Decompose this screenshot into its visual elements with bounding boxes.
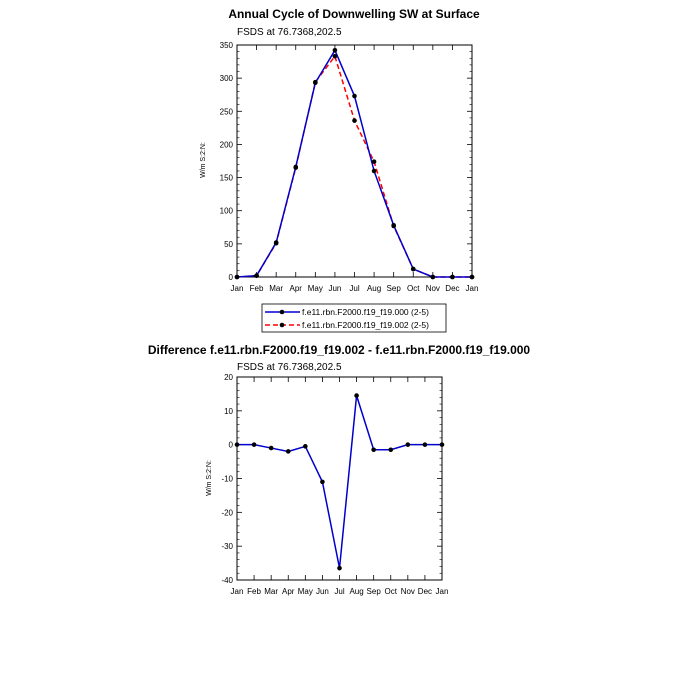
chart1-xtick-label: Jul xyxy=(349,284,360,293)
chart2-xtick-label: Oct xyxy=(384,587,397,596)
chart1-frame xyxy=(237,45,472,277)
chart1-series-1-point xyxy=(254,273,259,278)
chart2-series-1-point xyxy=(337,566,342,571)
chart2-xtick-label: Aug xyxy=(349,587,364,596)
chart1-ytick-label: 250 xyxy=(219,107,233,117)
chart1-xtick-label: Jun xyxy=(328,284,342,293)
legend-label-series-1: f.e11.rbn.F2000.f19_f19.000 (2-5) xyxy=(302,307,429,317)
chart1-series-1-point xyxy=(450,275,455,280)
chart1-series-1-line xyxy=(237,50,472,277)
chart2-series-1-point xyxy=(371,447,376,452)
chart2-xtick-label: Jun xyxy=(315,587,329,596)
chart2-ytick-label: 10 xyxy=(224,406,233,416)
chart1-series-2-point xyxy=(352,118,357,123)
chart1-xtick-label: Dec xyxy=(445,284,460,293)
chart1-ytick-label: 300 xyxy=(219,74,233,84)
chart2-series-1-point xyxy=(388,447,393,452)
chart1-xtick-label: Aug xyxy=(366,284,382,293)
chart2-ytick-label: -40 xyxy=(221,576,233,585)
chart2-plot-area xyxy=(221,373,448,596)
chart2-xtick-label: Sep xyxy=(366,587,381,596)
chart2-series-1-point xyxy=(252,442,257,447)
chart1-xtick-label: Apr xyxy=(289,284,302,293)
chart2-title: Difference f.e11.rbn.F2000.f19_f19.002 - f.e11.rbn.F2000.f19_f19.000 xyxy=(147,343,531,357)
chart2-ytick-label: -10 xyxy=(221,474,233,484)
chart1-xtick-label: May xyxy=(307,284,323,293)
chart2-xtick-label: Apr xyxy=(282,587,295,596)
chart1-ytick-label: 150 xyxy=(219,173,233,183)
chart1-series-1-point xyxy=(470,275,475,280)
chart1-xtick-label: Feb xyxy=(249,284,264,293)
chart1-ytick-label: 0 xyxy=(228,273,233,282)
chart2-series-1-line xyxy=(237,396,442,569)
chart2-series-1-point xyxy=(269,446,274,451)
chart2-series-1-point xyxy=(406,442,411,447)
chart1-subtitle: FSDS at 76.7368,202.5 xyxy=(237,27,342,38)
chart1-ylabel: W/m S:2:N: xyxy=(200,142,207,178)
chart1-series-1-point xyxy=(274,240,279,245)
chart1-title: Annual Cycle of Downwelling SW at Surface xyxy=(228,7,480,21)
chart2-series-1-point xyxy=(286,449,291,454)
chart1-xtick-label: Oct xyxy=(407,284,420,293)
chart2-xtick-label: Mar xyxy=(264,587,279,596)
chart1-xtick-label: Jan xyxy=(465,284,479,293)
chart1-series-1-point xyxy=(372,169,377,174)
chart2-series-1-point xyxy=(423,442,428,447)
legend-label-series-2: f.e11.rbn.F2000.f19_f19.002 (2-5) xyxy=(302,320,429,330)
chart2-ylabel: W/m S:2:N: xyxy=(206,460,213,496)
chart1-ytick-label: 50 xyxy=(224,239,233,249)
chart1-series-1-point xyxy=(235,275,240,280)
chart1-series-1-point xyxy=(431,275,436,280)
chart2-frame xyxy=(237,377,442,580)
chart1-series-1-point xyxy=(411,267,416,272)
chart2-ytick-label: 20 xyxy=(224,373,233,382)
chart1-series-2-line xyxy=(237,56,472,277)
chart1-xtick-label: Sep xyxy=(386,284,401,293)
chart1-series-1-point xyxy=(293,165,298,170)
chart1-ytick-label: 200 xyxy=(219,140,233,150)
chart1-series-2-point xyxy=(333,54,338,59)
chart2-xtick-label: Jan xyxy=(435,587,449,596)
chart2-series-1-point xyxy=(440,442,445,447)
chart2-xtick-label: Feb xyxy=(247,587,261,596)
chart1-series-1-point xyxy=(333,48,338,53)
chart1-ytick-label: 350 xyxy=(219,41,233,50)
chart2-xtick-label: Jul xyxy=(334,587,345,596)
chart1-series-1-point xyxy=(352,94,357,99)
chart1-xtick-label: Nov xyxy=(425,284,440,293)
chart1-plot-area xyxy=(220,41,479,293)
chart2-series-1-point xyxy=(320,480,325,485)
chart2-ytick-label: -30 xyxy=(221,542,233,552)
chart2-series-1-point xyxy=(235,442,240,447)
chart2-series-1-point xyxy=(303,444,308,449)
chart1-series-1-point xyxy=(391,223,396,228)
chart2-xtick-label: Nov xyxy=(400,587,415,596)
legend-marker-series-1 xyxy=(280,310,285,315)
chart2-subtitle: FSDS at 76.7368,202.5 xyxy=(237,362,342,373)
chart2-ytick-label: 0 xyxy=(228,440,233,450)
chart1-xtick-label: Mar xyxy=(269,284,284,293)
legend-marker-series-2 xyxy=(280,323,285,328)
chart1-series-2-point xyxy=(372,159,377,164)
chart2-series-1-point xyxy=(354,393,359,398)
chart2-xtick-label: Dec xyxy=(417,587,433,596)
chart2-xtick-label: Jan xyxy=(230,587,244,596)
chart1-legend xyxy=(262,304,446,332)
chart1-series-1-point xyxy=(313,80,318,85)
chart1-xtick-label: Jan xyxy=(230,284,244,293)
chart2-ytick-label: -20 xyxy=(221,508,233,518)
chart1-ytick-label: 100 xyxy=(219,206,233,216)
chart2-xtick-label: May xyxy=(297,587,313,596)
